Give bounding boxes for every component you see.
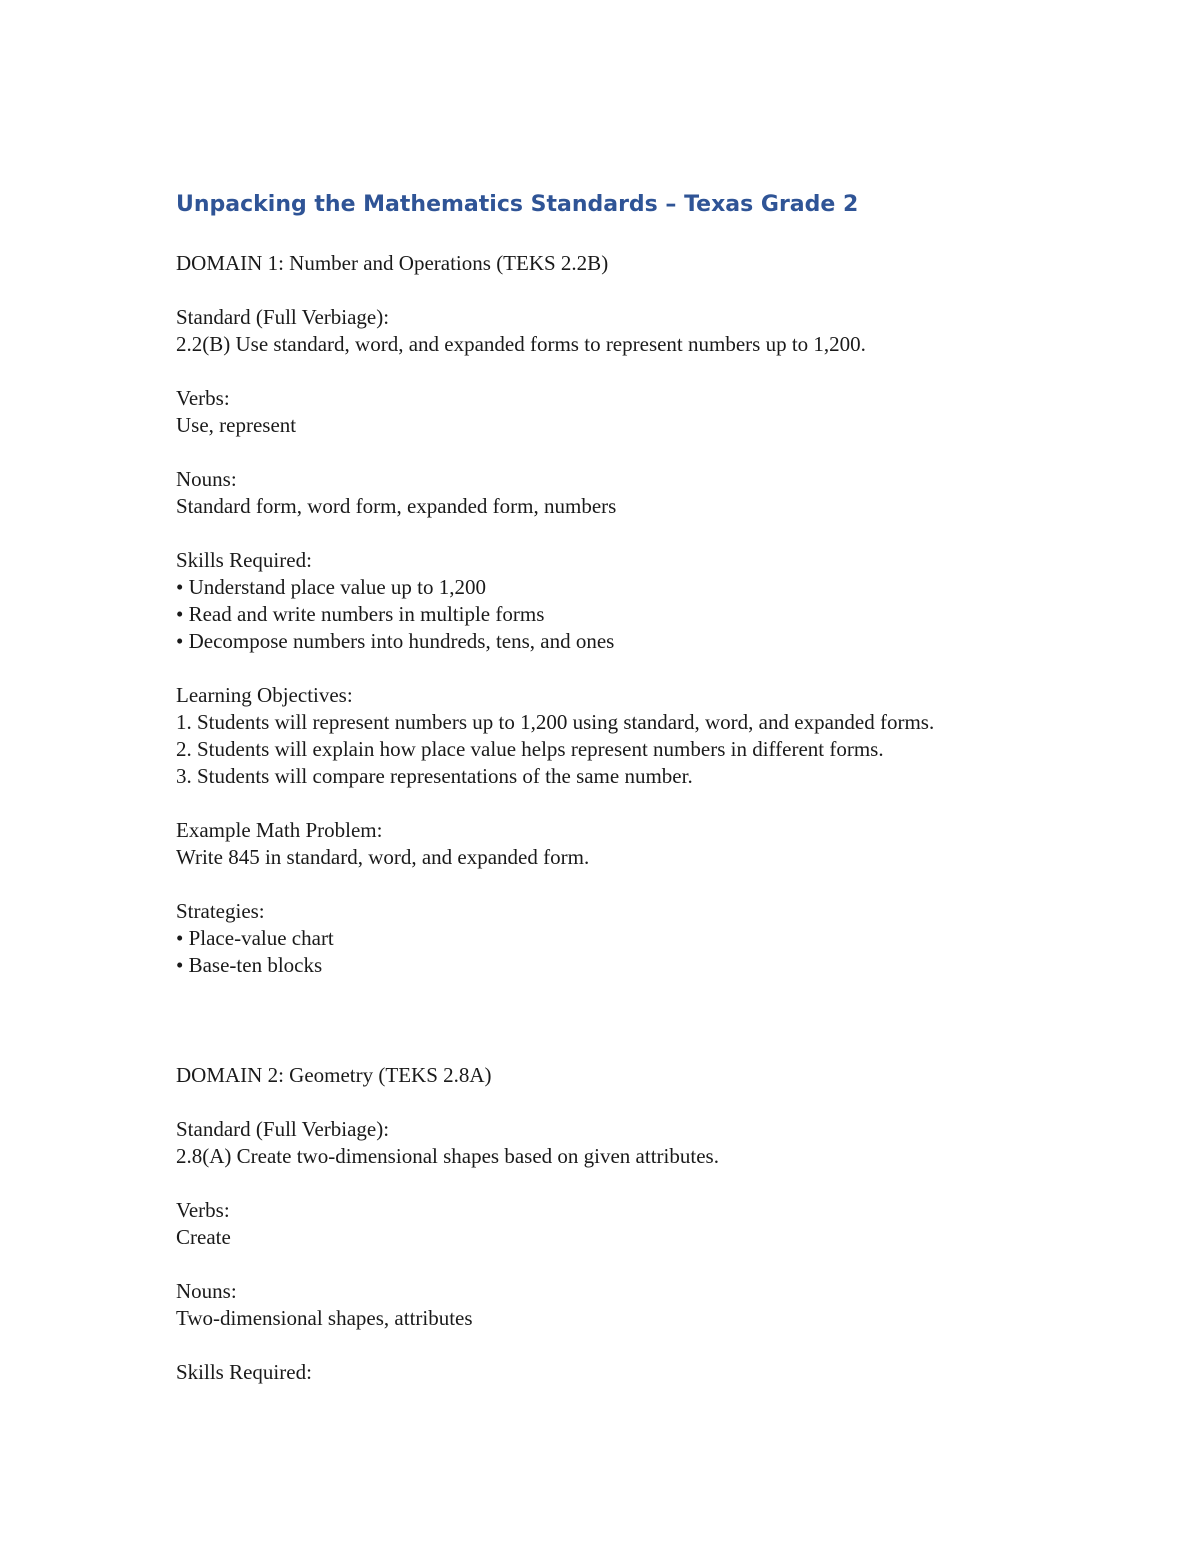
domain-1-standard-label: Standard (Full Verbiage): [176, 305, 390, 329]
domain-1-strategy-item: • Place-value chart [176, 926, 334, 950]
domain-1-example-text: Write 845 in standard, word, and expanded form. [176, 845, 590, 869]
domain-1-objective-item: 1. Students will represent numbers up to 1,200 using standard, word, and expanded forms. [176, 710, 935, 734]
domain-1-example-label: Example Math Problem: [176, 818, 383, 842]
domain-2-heading: DOMAIN 2: Geometry (TEKS 2.8A) [176, 1063, 492, 1087]
domain-2-verbs-label: Verbs: [176, 1198, 230, 1222]
domain-2-section [176, 1062, 1056, 1386]
domain-1-skill-item: • Understand place value up to 1,200 [176, 575, 487, 599]
document-title: Unpacking the Mathematics Standards – Texas Grade 2 [176, 192, 859, 217]
domain-1-verbs-label: Verbs: [176, 386, 230, 410]
domain-1-standard-text: 2.2(B) Use standard, word, and expanded forms to represent numbers up to 1,200. [176, 332, 866, 356]
domain-2-nouns-text: Two-dimensional shapes, attributes [176, 1306, 473, 1330]
domain-1-strategies-label: Strategies: [176, 899, 265, 923]
domain-1-skill-item: • Read and write numbers in multiple forms [176, 602, 545, 626]
domain-2-standard-label: Standard (Full Verbiage): [176, 1117, 390, 1141]
domain-1-verbs-text: Use, represent [176, 413, 297, 437]
domain-1-nouns-label: Nouns: [176, 467, 237, 491]
domain-1-strategy-item: • Base-ten blocks [176, 953, 323, 977]
domain-2-skills-label: Skills Required: [176, 1360, 312, 1384]
domain-1-nouns-text: Standard form, word form, expanded form, numbers [176, 494, 617, 518]
domain-1-skill-item: • Decompose numbers into hundreds, tens, and ones [176, 629, 615, 653]
domain-1-skills-label: Skills Required: [176, 548, 312, 572]
domain-1-heading: DOMAIN 1: Number and Operations (TEKS 2.2B) [176, 251, 609, 275]
domain-1-objective-item: 2. Students will explain how place value helps represent numbers in different forms. [176, 737, 884, 761]
domain-2-nouns-label: Nouns: [176, 1279, 237, 1303]
domain-2-standard-text: 2.8(A) Create two-dimensional shapes based on given attributes. [176, 1144, 719, 1168]
domain-1-objective-item: 3. Students will compare representations of the same number. [176, 764, 693, 788]
domain-2-verbs-text: Create [176, 1225, 231, 1249]
domain-1-section [176, 250, 1056, 979]
domain-1-objectives-label: Learning Objectives: [176, 683, 353, 707]
